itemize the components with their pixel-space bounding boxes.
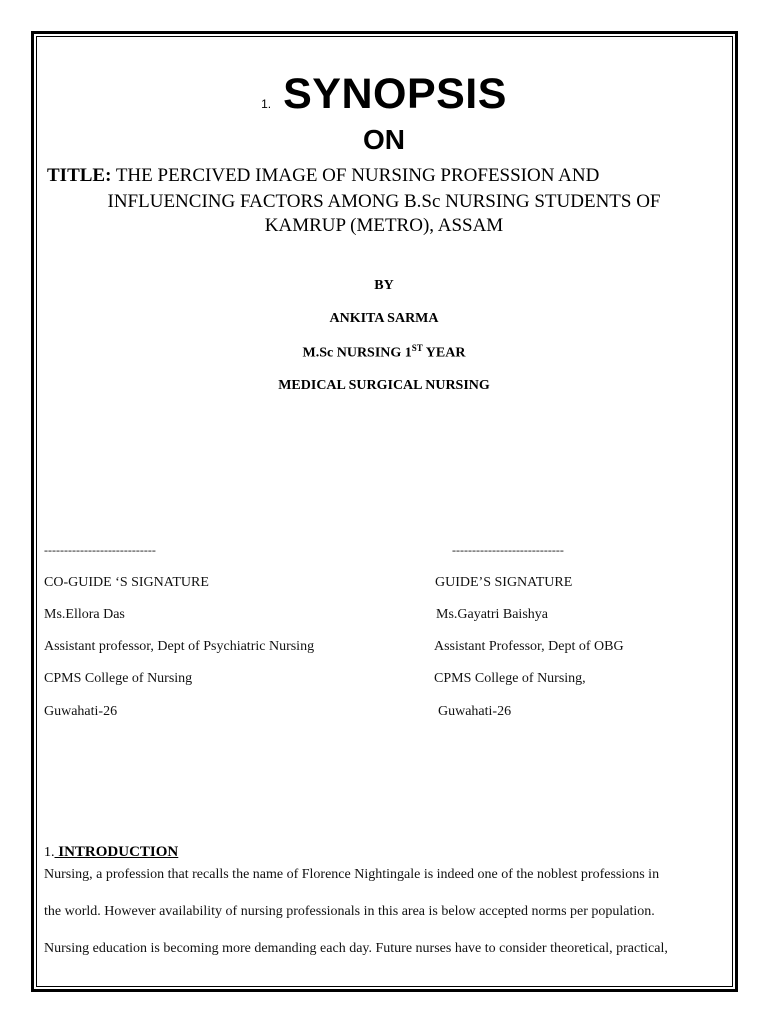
title-line-2: INFLUENCING FACTORS AMONG B.Sc NURSING STUDENTS OF xyxy=(107,191,661,212)
author-department: MEDICAL SURGICAL NURSING xyxy=(278,378,490,393)
title-line-3: KAMRUP (METRO), ASSAM xyxy=(264,215,504,236)
guide-college: CPMS College of Nursing, xyxy=(434,671,586,686)
guide-signature-line: ---------------------------- xyxy=(452,543,564,557)
degree-superscript: ST xyxy=(411,343,423,353)
title-line-1 xyxy=(47,165,599,187)
co-guide-position: Assistant professor, Dept of Psychiatric Nursing xyxy=(44,639,315,654)
introduction-heading xyxy=(44,844,178,861)
synopsis-title: SYNOPSIS xyxy=(283,70,507,118)
co-guide-signature-line: ---------------------------- xyxy=(44,543,156,557)
on-heading: ON xyxy=(363,124,405,155)
co-guide-name: Ms.Ellora Das xyxy=(44,607,125,622)
title-text-1: THE PERCIVED IMAGE OF NURSING PROFESSION AND xyxy=(111,165,600,186)
introduction-number: 1. xyxy=(44,845,55,860)
introduction-line: Nursing, a profession that recalls the name of Florence Nightingale is indeed one of the noblest professions in xyxy=(44,867,660,882)
title-label: TITLE: xyxy=(47,165,112,186)
introduction-title: INTRODUCTION xyxy=(54,844,179,860)
introduction-line: the world. However availability of nursing professionals in this area is below accepted norms per population. xyxy=(44,904,655,919)
co-guide-signature-label: CO-GUIDE ‘S SIGNATURE xyxy=(44,575,209,590)
guide-name: Ms.Gayatri Baishya xyxy=(436,607,548,622)
author-name: ANKITA SARMA xyxy=(329,311,439,326)
guide-city: Guwahati-26 xyxy=(438,704,512,719)
guide-position: Assistant Professor, Dept of OBG xyxy=(434,639,624,654)
introduction-line: Nursing education is becoming more demanding each day. Future nurses have to consider theoretical, practical, xyxy=(44,941,668,956)
co-guide-city: Guwahati-26 xyxy=(44,704,118,719)
synopsis-heading xyxy=(0,70,768,119)
degree-prefix: M.Sc NURSING 1 xyxy=(302,345,412,361)
guide-signature-label: GUIDE’S SIGNATURE xyxy=(435,575,573,590)
author-degree xyxy=(0,343,768,362)
by-label: BY xyxy=(374,278,394,293)
degree-suffix: YEAR xyxy=(422,345,466,361)
heading-number: 1. xyxy=(261,97,272,111)
co-guide-college: CPMS College of Nursing xyxy=(44,671,193,686)
